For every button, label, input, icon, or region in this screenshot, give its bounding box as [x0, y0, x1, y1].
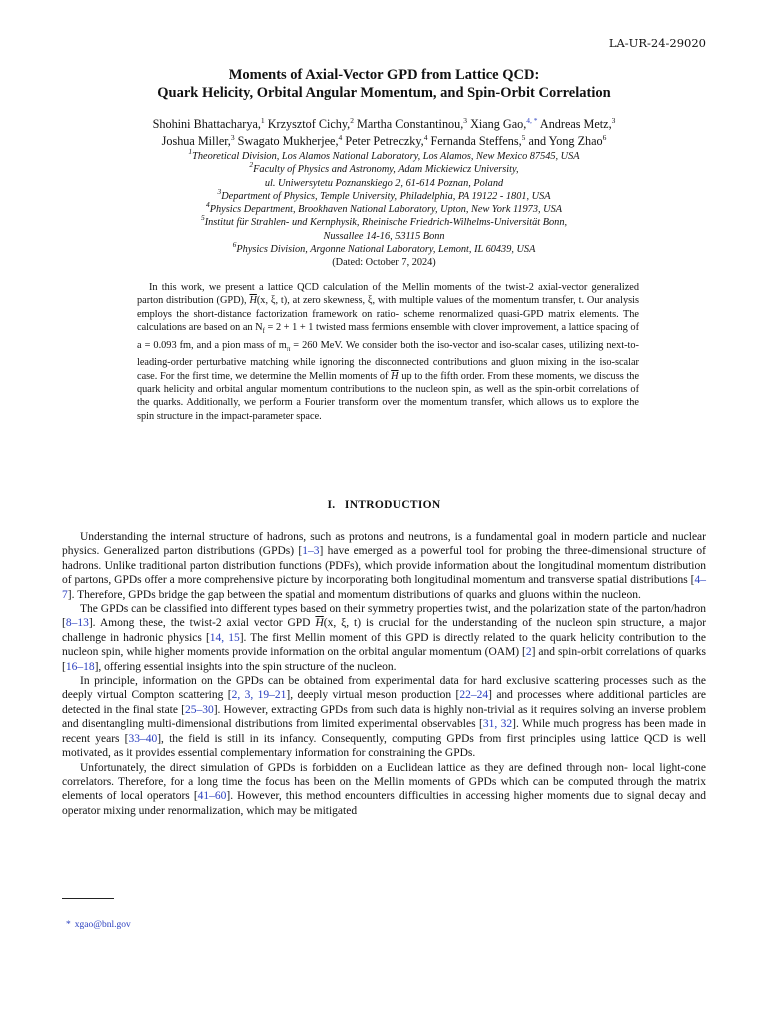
author: Andreas Metz,$^3$ — [539, 116, 616, 131]
affiliation: $^1$Theoretical Division, Los Alamos National Laboratory, Los Alamos, New Mexico 87545, USA — [188, 147, 580, 162]
h-tilde-symbol: $\overline{H}$ — [391, 370, 399, 382]
author: Martha Constantinou,$^3$ — [356, 116, 468, 131]
paragraph: Understanding the internal structure of hadrons, such as protons and neutrons, is a fundamental goal in modern particle and nuclear physics. Generalized parton distributions (GPDs) [1–3] have emerged as a powerful tool for probing the three-dimensional structure of hadrons. Unlike traditional parton distribution functions (PDFs), which provide information about the longitudinal momentum distribution of partons, GPDs offer a more comprehensive picture by incorporating both longitudinal momentum and transverse spatial distributions [4–7]. Therefore, GPDs bridge the gap between the spatial and momentum distributions of quarks and gluons within the nucleon. — [62, 531, 707, 601]
title-line-2: Quark Helicity, Orbital Angular Momentum, and Spin-Orbit Correlation — [157, 85, 611, 101]
citation-link[interactable]: 33–40 — [128, 732, 158, 745]
date-line: (Dated: October 7, 2024) — [332, 257, 436, 269]
title-line-1: Moments of Axial-Vector GPD from Lattice QCD: — [228, 67, 540, 83]
author-footnote-link[interactable]: 4, * — [526, 116, 538, 125]
paragraph: In principle, information on the GPDs can be obtained from experimental data for hard exclusive scattering processes such as the deeply virtual Compton scattering [2, 3, 19–21], deeply virtual meson production [22–24] and processes where additional particles are detected in the final state [25–30]. However, extracting GPDs from such data is highly non-trivial as it requires solving an inverse problem and disentangling multi-dimensional distributions from limited experimental observables [31, 32]. While much progress has been made in recent years [33–40], the field is still in its infancy. Consequently, computing GPDs from first principles using lattice QCD is well motivated, as it provides essential complementary information for constraining the GPDs. — [62, 675, 707, 760]
footnote-mark: * — [66, 920, 71, 930]
author: and Yong Zhao$^6$ — [528, 133, 607, 148]
author: Fernanda Steffens,$^5$ — [430, 133, 526, 148]
citation-link[interactable]: 31, 32 — [482, 718, 513, 731]
paper-title — [0, 66, 768, 102]
author-list — [0, 116, 768, 150]
abstract: In this work, we present a lattice QCD calculation of the Mellin moments of the twist-2 axial-vector generalized parton distribution (GPD), $\overline{H}(x$, ξ, t), at zero skewness, ξ, with multiple values of the momentum transfer, t. Our analysis employs the short-distance factorization framework on ratio- scheme renormalized quasi-GPD matrix elements. The calculations are based on an $N_f = 2 + 1 + 1$ twisted mass fermions ensemble with clover improvement, a lattice spacing of a = 0.093 fm, and a pion mass of $m_\pi = 260$ MeV. We consider both the iso-vector and iso-scalar cases, utilizing next-to- leading-order perturbative matching while ignoring the disconnected contributions and gluon mixing in the iso-scalar case. For the first time, we determine the Mellin moments of $\overline{H}$ up to the fifth order. From these moments, we discuss the quark helicity and orbital angular momentum contributions to the nucleon spin, as well as the spin-orbit correlations of the quarks. Additionally, we perform a Fourier transform over the momentum transfer, which allows us to explore the spin structure in the impact-parameter space. — [137, 282, 640, 422]
citation-link[interactable]: 22–24 — [459, 689, 489, 702]
affiliation: $^3$Department of Physics, Temple University, Philadelphia, PA 19122 - 1801, USA — [217, 186, 551, 202]
affiliation: ul. Uniwersytetu Poznanskiego 2, 61-614 Poznan, Poland — [264, 177, 504, 189]
affiliation: $^6$Physics Division, Argonne National Laboratory, Lemont, IL 60439, USA — [232, 240, 536, 256]
author: Shohini Bhattacharya,$^1$ — [152, 116, 265, 131]
author: Xiang Gao,$^{4, *}$ — [470, 116, 538, 131]
footnote — [66, 920, 131, 930]
affiliation: Nussallee 14-16, 53115 Bonn — [323, 230, 445, 242]
author: Swagato Mukherjee,$^4$ — [237, 133, 343, 148]
paragraph: The GPDs can be classified into different types based on their symmetry properties twist, and the polarization state of the parton/hadron [8–13]. Among these, the twist-2 axial vector GPD $\overline{H}(x$, ξ, t) is crucial for the understanding of the nucleon spin structure, a major challenge in hadronic physics [14, 15]. The first Mellin moment of this GPD is directly related to the quark helicity contribution to the nucleon spin, while higher moments provide information on the orbital angular momentum (OAM) [2] and spin-orbit correlations of quarks [16–18], offering essential insights into the spin structure of the nucleon. — [62, 603, 707, 673]
affiliations — [0, 147, 768, 270]
paragraph: Unfortunately, the direct simulation of GPDs is forbidden on a Euclidean lattice as they are defined through non- local light-cone correlators. Therefore, for a long time the focus has been on the Mellin moments of GPDs which can be computed through the matrix elements of local operators [41–60]. However, this method encounters difficulties in accessing higher moments due to signal decay and operator mixing under renormalization, which may be mitigated — [62, 761, 707, 817]
footnote-rule — [62, 898, 114, 899]
citation-link[interactable]: 8–13 — [65, 617, 89, 630]
h-tilde-symbol: $\overline{H}$ — [315, 617, 324, 630]
author: Joshua Miller,$^3$ — [161, 133, 235, 148]
citation-link[interactable]: 16–18 — [65, 660, 95, 673]
introduction-body — [62, 530, 706, 818]
email-link[interactable]: xgao@bnl.gov — [74, 920, 131, 930]
citation-link[interactable]: 4–7 — [62, 574, 706, 601]
affiliation: $^2$Faculty of Physics and Astronomy, Adam Mickiewicz University, — [249, 160, 519, 176]
affiliation: $^5$Institut für Strahlen- und Kernphysik, Rheinische Friedrich-Wilhelms-Universität Bonn, — [200, 213, 568, 229]
author: Peter Petreczky,$^4$ — [345, 133, 428, 148]
h-tilde-symbol: $\overline{H}$ — [249, 295, 257, 307]
author: Krzysztof Cichy,$^2$ — [267, 116, 354, 131]
section-heading: I. INTRODUCTION — [327, 499, 441, 511]
affiliation: $^4$Physics Department, Brookhaven National Laboratory, Upton, New York 11973, USA — [205, 200, 563, 216]
citation-link[interactable]: 25–30 — [184, 703, 214, 716]
citation-link[interactable]: 14, 15 — [209, 631, 240, 644]
citation-link[interactable]: 41–60 — [197, 790, 227, 803]
citation-link[interactable]: 2 — [525, 646, 532, 659]
citation-link[interactable]: 2, 3, 19–21 — [231, 689, 287, 702]
report-number: LA-UR-24-29020 — [608, 36, 706, 50]
citation-link[interactable]: 1–3 — [302, 545, 320, 558]
